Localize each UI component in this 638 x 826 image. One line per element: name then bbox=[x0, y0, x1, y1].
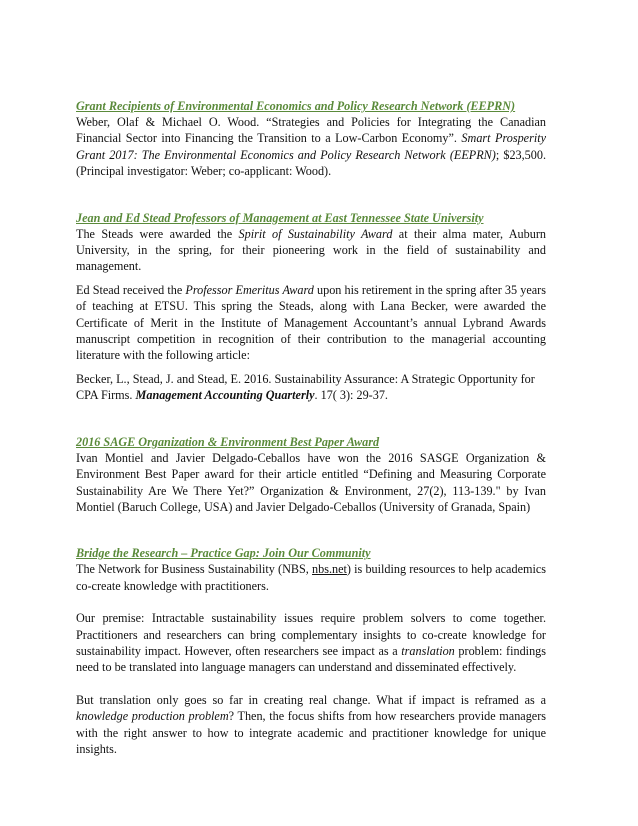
journal-title: Management Accounting Quarterly bbox=[135, 388, 315, 403]
section-heading: Jean and Ed Stead Professors of Management at East Tennessee State University bbox=[76, 210, 484, 225]
text-run: The Steads were awarded the bbox=[76, 226, 239, 241]
text-run: Weber, Olaf & Michael O. Wood. “Strategies and Policies for Integrating the Canadian Financial Sector into Financing the Transition to a Low-Carbon Economy”. bbox=[76, 115, 546, 146]
text-run: . 17( 3): 29-37. bbox=[314, 388, 388, 403]
paragraph bbox=[76, 282, 546, 364]
paragraph bbox=[76, 610, 546, 676]
section-eeprn-grant bbox=[76, 98, 546, 180]
citation bbox=[76, 371, 546, 404]
paragraph bbox=[76, 114, 546, 180]
section-heading: Grant Recipients of Environmental Economics and Policy Research Network (EEPRN) bbox=[76, 99, 516, 113]
paragraph bbox=[76, 226, 546, 275]
section-sage-award bbox=[76, 434, 546, 516]
section-join-community bbox=[76, 545, 546, 757]
italic-text: translation bbox=[401, 643, 455, 658]
text-run: ? Then, the focus shifts from how researchers provide managers with the right answer to how to integrate academic and practitioner knowledge for unique insights. bbox=[76, 709, 546, 756]
section-stead-professors bbox=[76, 210, 546, 404]
italic-text: Professor Emeritus Award bbox=[185, 282, 314, 297]
paragraph bbox=[76, 561, 546, 594]
nbs-link[interactable]: nbs.net bbox=[312, 562, 347, 577]
paragraph bbox=[76, 692, 546, 758]
text-run: upon his retirement in the spring after 35 years of teaching at ETSU. This spring the Steads, along with Lana Becker, were awarded the Certificate of Merit in the Institute of Management Accountant’s annual Lybrand Awards manuscript competition in recognition of their contribution to the managerial accounting literature with the following article: bbox=[76, 282, 546, 363]
text-run: Becker, L., Stead, J. and Stead, E. 2016. Sustainability Assurance: A Strategic Opportunity for CPA Firms. bbox=[76, 371, 535, 403]
text-run: Our premise: Intractable sustainability issues require problem solvers to come together. Practitioners and researchers can bring complementary insights to co-create knowledge for sustainability impact. However, often researchers see impact as a bbox=[76, 611, 546, 658]
text-run: at their alma mater, Auburn University, in the spring, for their pioneering work in the field of sustainability and management. bbox=[76, 226, 546, 274]
section-heading: Bridge the Research – Practice Gap: Join Our Community bbox=[76, 546, 371, 561]
section-heading: 2016 SAGE Organization & Environment Best Paper Award bbox=[76, 434, 380, 449]
text-run: ) is building resources to help academics co-create knowledge with practitioners. bbox=[76, 562, 546, 593]
text-run: problem: findings need to be translated into language managers can understand and disseminated effectively. bbox=[76, 643, 546, 675]
text-run: ; $23,500. (Principal investigator: Weber; co-applicant: Wood). bbox=[76, 147, 547, 179]
italic-text: knowledge production problem bbox=[76, 709, 229, 724]
text-run: Ed Stead received the bbox=[76, 282, 186, 297]
paragraph: Ivan Montiel and Javier Delgado-Ceballos have won the 2016 SASGE Organization & Environment Best Paper award for their article entitled “Defining and Measuring Corporate Sustainability Are We There Yet?” Organization & Environment, 27(2), 113-139." by Ivan Montiel (Baruch College, USA) and Javier Delgado-Ceballos (University of Granada, Spain) bbox=[76, 450, 546, 514]
text-run: But translation only goes so far in creating real change. What if impact is reframed as a bbox=[76, 692, 546, 707]
text-run: The Network for Business Sustainability (NBS, bbox=[76, 562, 313, 577]
italic-text: Smart Prosperity Grant 2017: The Environmental Economics and Policy Research Network (EEPRN) bbox=[76, 131, 546, 162]
italic-text: Spirit of Sustainability Award bbox=[238, 226, 393, 241]
